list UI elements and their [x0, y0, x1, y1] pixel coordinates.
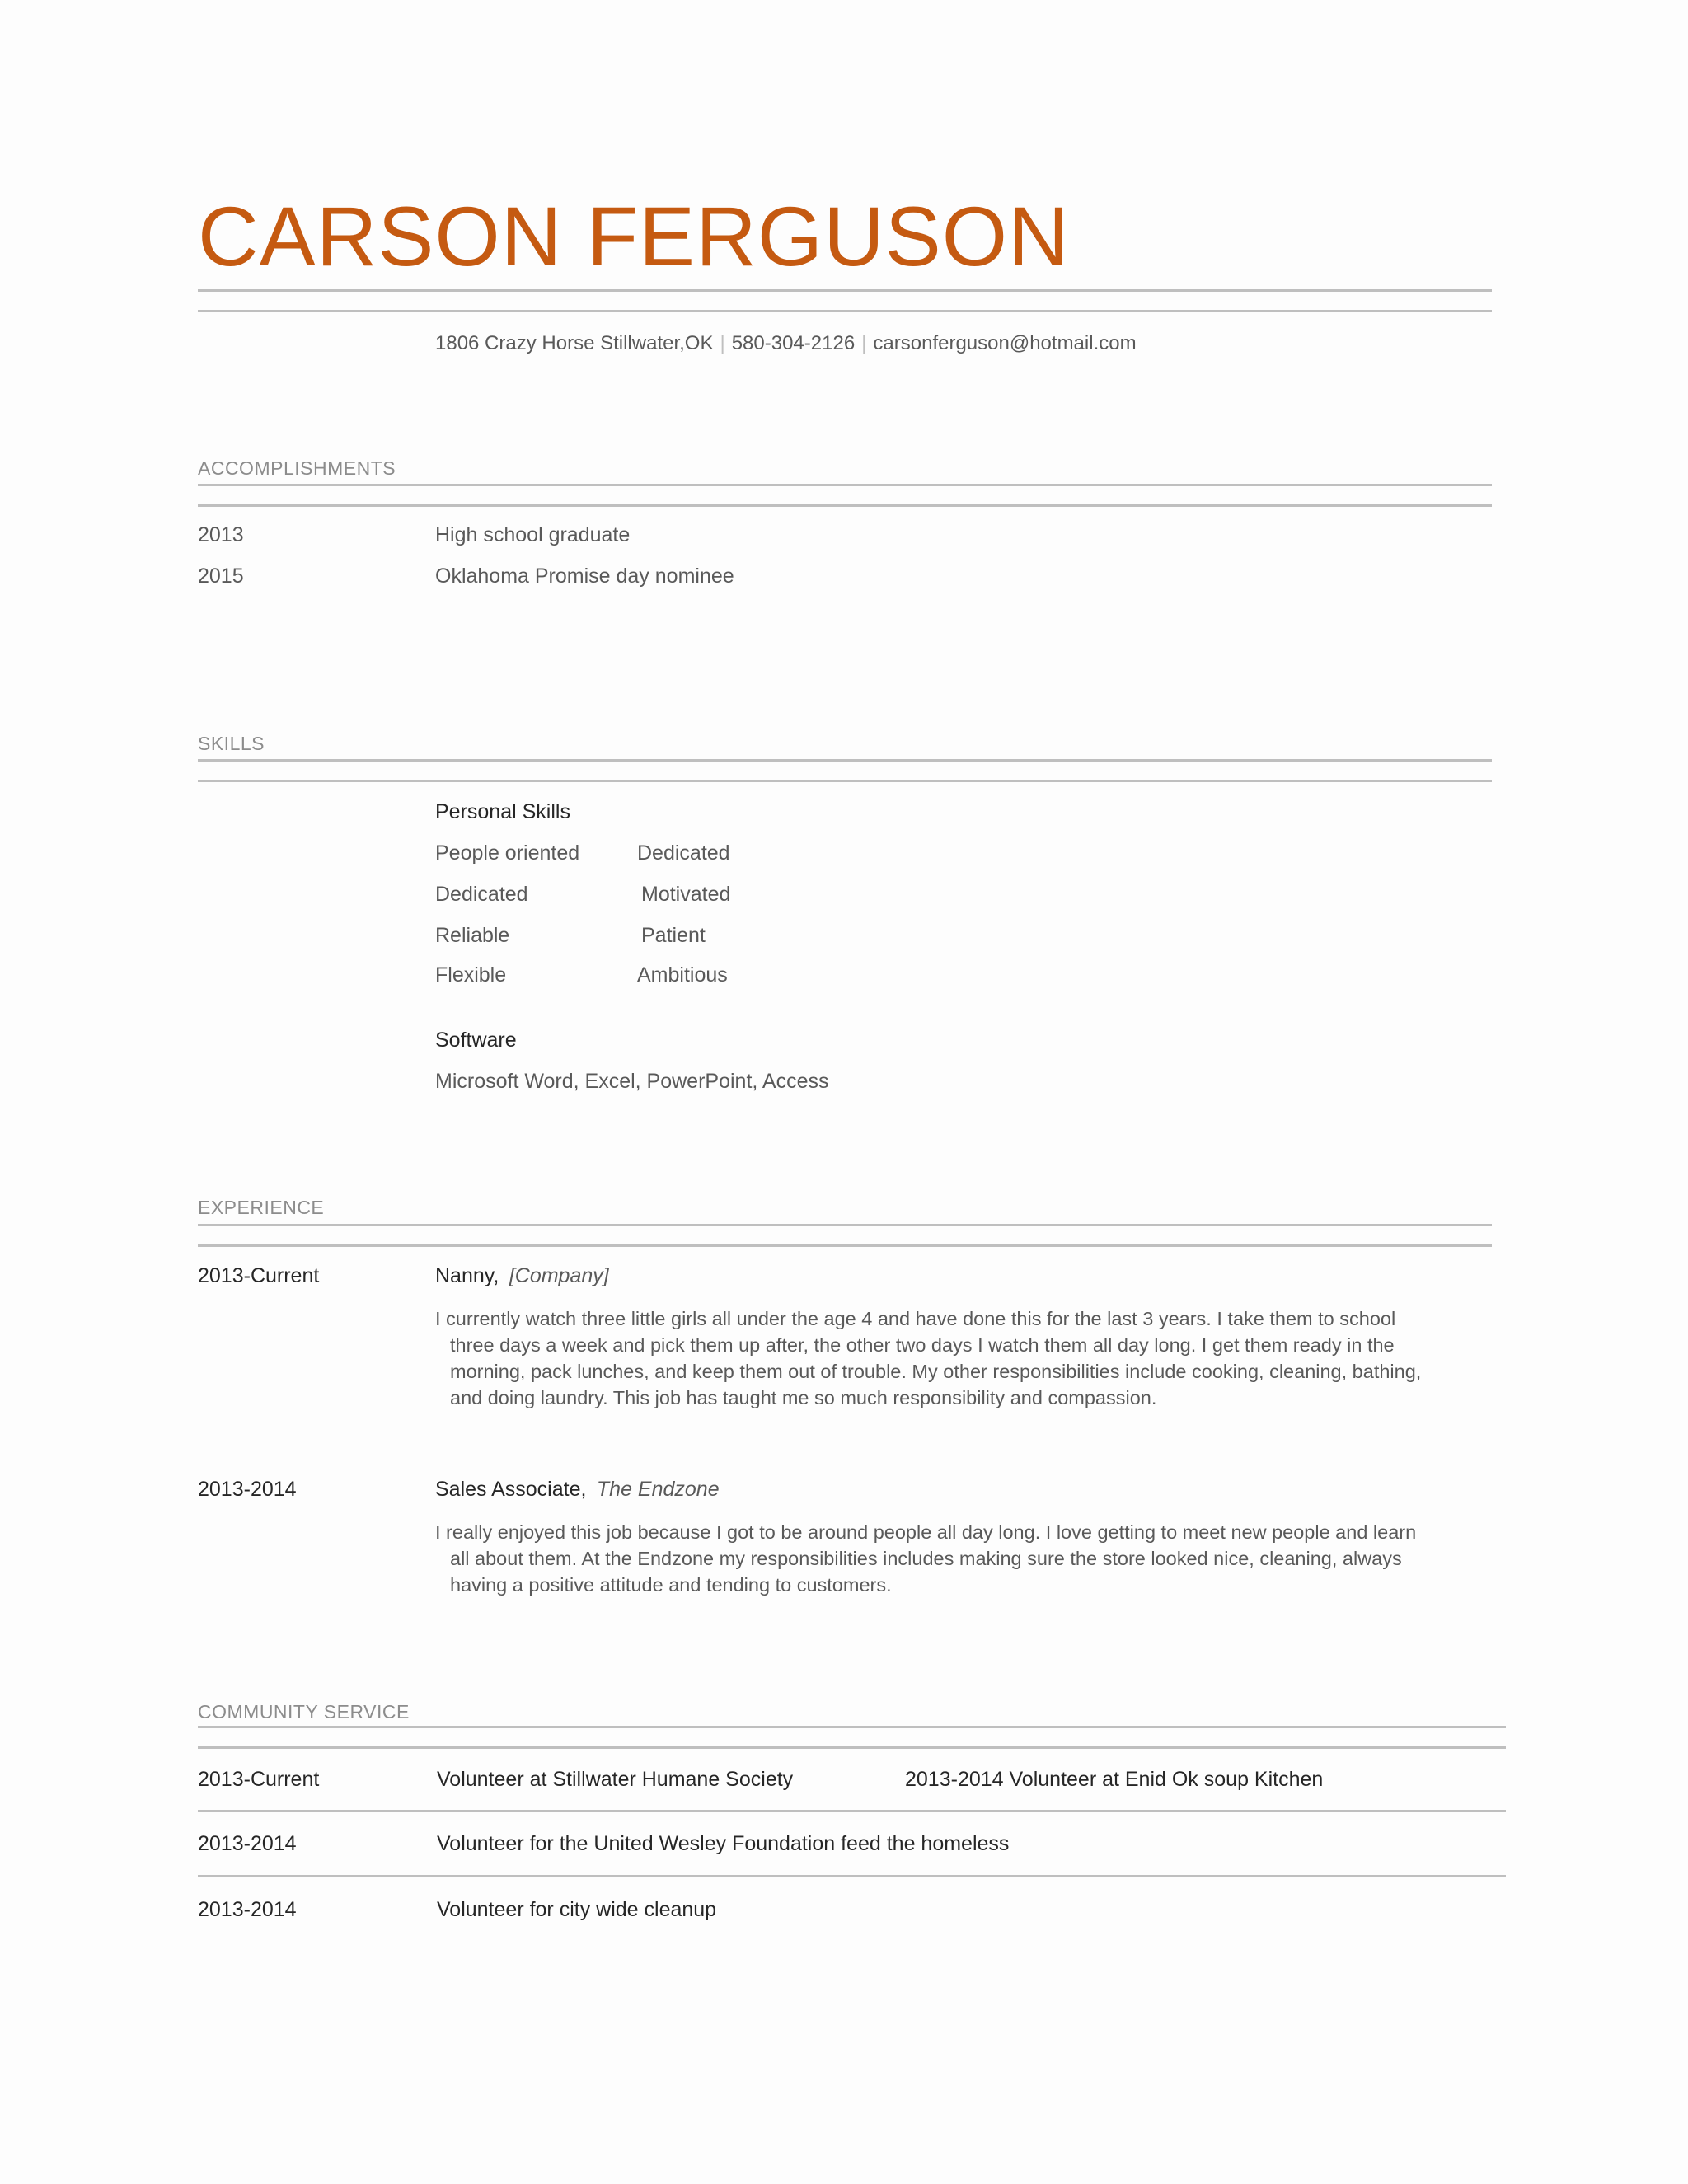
- header-rule-bottom: [198, 310, 1492, 312]
- skill-item: Motivated: [641, 883, 731, 906]
- experience-rule-bottom: [198, 1244, 1492, 1247]
- contact-email: carsonferguson@hotmail.com: [873, 332, 1137, 354]
- service-extra: 2013-2014 Volunteer at Enid Ok soup Kitchen: [905, 1768, 1324, 1791]
- software-title: Software: [435, 1029, 517, 1052]
- job-description: I currently watch three little girls all under the age 4 and have done this for the last 3 years. I take them to school three days a week and pick them up after, the other two days I watch them all day long. I get them ready in the morning, pack lunches, and keep them out of trouble. My other responsibilities include cooking, cleaning, bathing, and doing laundry. This job has taught me so much responsibility and compassion.: [435, 1308, 1422, 1408]
- community-rule-bottom: [198, 1746, 1506, 1749]
- job-company: The Endzone: [596, 1478, 720, 1501]
- accomplishments-rule-top: [198, 484, 1492, 486]
- header-rule-top: [198, 289, 1492, 292]
- skill-item: Dedicated: [435, 883, 528, 906]
- skill-item: People oriented: [435, 841, 580, 865]
- accomplishment-year: 2013: [198, 523, 244, 546]
- contact-separator: |: [861, 332, 867, 354]
- contact-address: 1806 Crazy Horse Stillwater,OK: [435, 332, 714, 354]
- accomplishment-year: 2015: [198, 565, 244, 588]
- experience-rule-top: [198, 1224, 1492, 1226]
- resume-name: CARSON FERGUSON: [198, 190, 1070, 284]
- skills-rule-bottom: [198, 780, 1492, 782]
- personal-skills-title: Personal Skills: [435, 800, 570, 823]
- job-title: Sales Associate,: [435, 1478, 587, 1501]
- accomplishment-text: Oklahoma Promise day nominee: [435, 565, 734, 588]
- community-rule-top: [198, 1726, 1506, 1728]
- job-heading: [435, 1478, 720, 1502]
- service-text: Volunteer for city wide cleanup: [437, 1898, 717, 1921]
- experience-heading: EXPERIENCE: [198, 1197, 325, 1218]
- skill-item: Dedicated: [637, 841, 730, 865]
- job-company: [Company]: [509, 1264, 609, 1287]
- community-service-heading: COMMUNITY SERVICE: [198, 1701, 410, 1722]
- service-dates: 2013-2014: [198, 1832, 297, 1855]
- job-heading: [435, 1264, 609, 1288]
- accomplishments-heading: ACCOMPLISHMENTS: [198, 457, 396, 479]
- job-dates: 2013-2014: [198, 1478, 297, 1501]
- service-row-divider: [198, 1875, 1506, 1877]
- accomplishment-text: High school graduate: [435, 523, 631, 546]
- job-description: I really enjoyed this job because I got to be around people all day long. I love getting to meet new people and learn all about them. At the Endzone my responsibilities includes making sure the store looked nice, cleaning, always having a positive attitude and tending to customers.: [435, 1521, 1417, 1596]
- skills-rule-top: [198, 759, 1492, 762]
- job-title: Nanny,: [435, 1264, 499, 1287]
- job-dates: 2013-Current: [198, 1264, 320, 1287]
- service-dates: 2013-2014: [198, 1898, 297, 1921]
- skills-heading: SKILLS: [198, 733, 265, 754]
- contact-line: [435, 332, 1137, 355]
- accomplishments-rule-bottom: [198, 504, 1492, 507]
- skill-item: Flexible: [435, 963, 507, 987]
- service-dates: 2013-Current: [198, 1768, 320, 1791]
- skill-item: Patient: [641, 924, 706, 947]
- service-text: Volunteer at Stillwater Humane Society: [437, 1768, 794, 1791]
- skill-item: Ambitious: [637, 963, 728, 987]
- skill-item: Reliable: [435, 924, 510, 947]
- service-row-divider: [198, 1810, 1506, 1812]
- service-text: Volunteer for the United Wesley Foundation feed the homeless: [437, 1832, 1010, 1855]
- contact-phone: 580-304-2126: [731, 332, 856, 354]
- contact-separator: |: [720, 332, 725, 354]
- software-text: Microsoft Word, Excel, PowerPoint, Access: [435, 1070, 829, 1093]
